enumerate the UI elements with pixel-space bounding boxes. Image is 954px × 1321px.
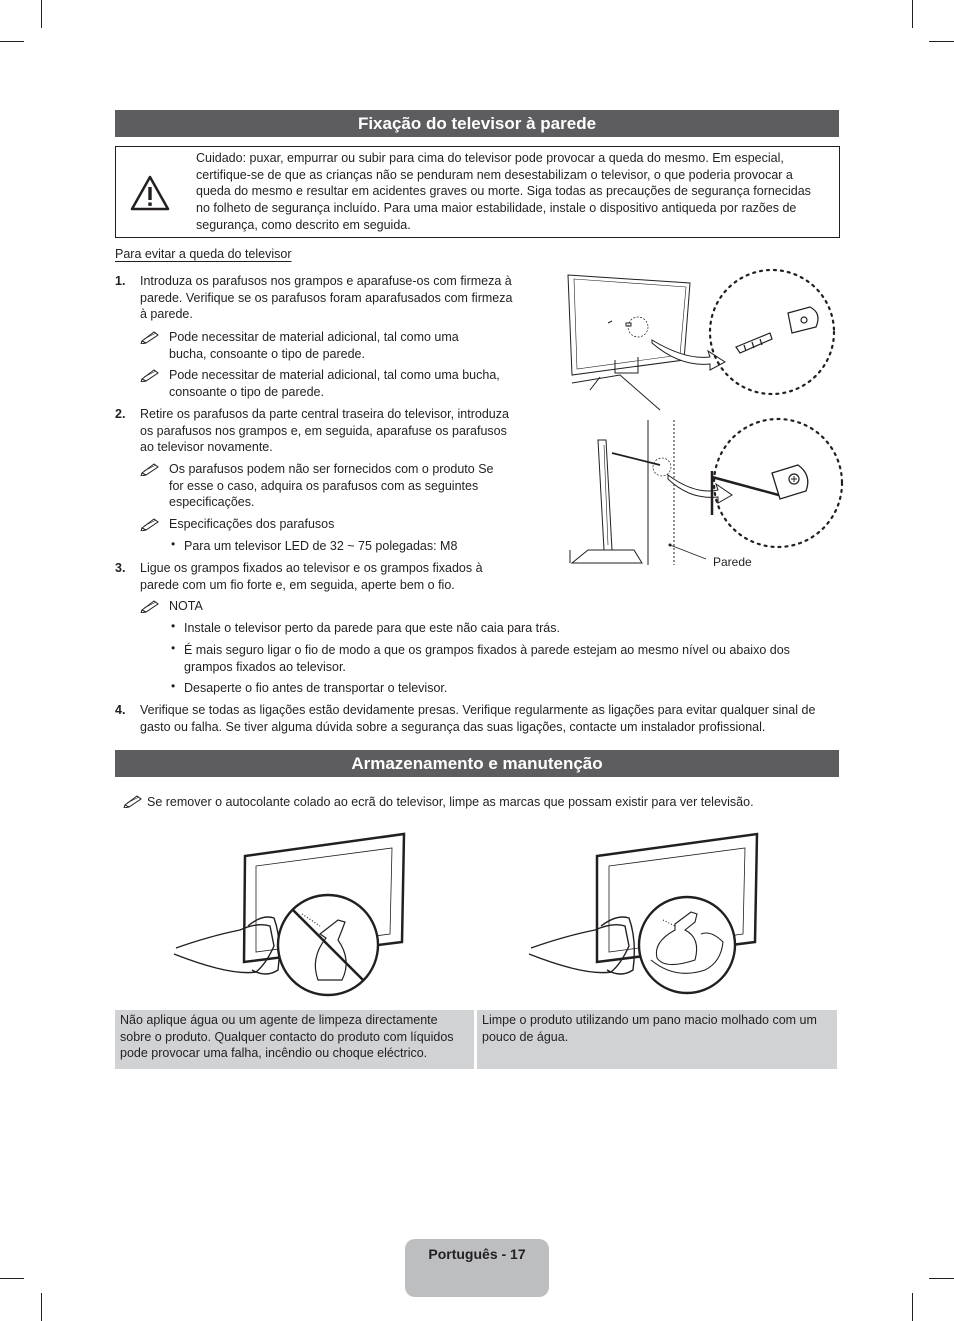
caption-do-not: Não aplique água ou um agente de limpeza directamente sobre o produto. Qualquer contacto do produto com líquidos pode provocar uma falha, incêndio ou choque eléctrico. [115, 1010, 474, 1069]
note-text: Pode necessitar de material adicional, tal como uma bucha, consoante o tipo de parede. [169, 330, 459, 361]
step-text: Ligue os grampos fixados ao televisor e os grampos fixados à parede com um fio forte e, em seguida, aperte bem o fio. [140, 561, 483, 592]
section-title-storage: Armazenamento e manutenção [115, 750, 839, 777]
wall-mount-diagram [560, 265, 850, 570]
warning-icon [130, 175, 170, 211]
leader-dot [669, 544, 672, 547]
crop-mark [41, 0, 42, 28]
page-number-label: Português - 17 [405, 1239, 549, 1297]
bracket-screw-icon [736, 307, 818, 353]
crop-mark [0, 41, 24, 42]
step-number: 3. [115, 561, 126, 575]
caution-body: : puxar, empurrar ou subir para cima do televisor pode provocar a queda do mesmo. Em especial, certifique-se de que as crianças não se penduram nem desestabilizam o televisor, o que poderia provocar a queda do mesmo e resultar em acidentes graves ou morte. Siga todas as precauções de segurança fornecidas no folheto de segurança incluído. Para uma maior estabilidade, instale o dispositivo antiqueda por razões de segurança, como descrito em seguida. [196, 151, 811, 232]
cleaning-illustration-right [525, 830, 765, 1000]
arrow-icon [652, 340, 725, 370]
bullet-dot: • [171, 537, 176, 551]
crop-mark [41, 1293, 42, 1321]
crop-mark [912, 0, 913, 28]
section-title-wall-mount: Fixação do televisor à parede [115, 110, 839, 137]
bracket-wire-icon [712, 465, 808, 515]
bullet-text: Para um televisor LED de 32 ~ 75 polegadas: M8 [184, 539, 458, 553]
step-text: Retire os parafusos da parte central traseira do televisor, introduza os parafusos nos grampos e, em seguida, aparafuse os parafusos ao televisor novamente. [140, 407, 509, 455]
bullet-text: Desaperte o fio antes de transportar o televisor. [184, 681, 448, 695]
note-text: Especificações dos parafusos [169, 517, 335, 531]
crop-mark [912, 1293, 913, 1321]
note-text: Pode necessitar de material adicional, tal como uma bucha, consoante o tipo de parede. [169, 368, 500, 399]
tv-side-view [570, 420, 674, 565]
crop-mark [929, 41, 954, 42]
detail-circle [710, 270, 834, 394]
bullet-dot: • [171, 679, 176, 693]
note-pencil-icon [140, 462, 160, 476]
bullet-text: É mais seguro ligar o fio de modo a que os grampos fixados à parede estejam ao mesmo nível ou abaixo dos grampos fixados ao televisor. [184, 643, 790, 674]
leader-line [670, 545, 706, 559]
note-pencil-icon [140, 517, 160, 531]
wall-label: Parede [713, 555, 752, 569]
note-label: NOTA [169, 599, 203, 613]
step-number: 1. [115, 274, 126, 288]
bullet-dot: • [171, 619, 176, 633]
tv-rear-view [568, 275, 690, 410]
crop-mark [0, 1278, 24, 1279]
step-text: Verifique se todas as ligações estão devidamente presas. Verifique regularmente as ligações para evitar qualquer sinal de gasto ou falha. Se tiver alguma dúvida sobre a segurança das suas ligações, contacte um instalador profissional. [140, 703, 816, 734]
cleaning-illustration-wrong [170, 830, 410, 1000]
caption-do: Limpe o produto utilizando um pano macio molhado com um pouco de água. [477, 1010, 837, 1069]
note-pencil-icon [140, 330, 160, 344]
bullet-dot: • [171, 641, 176, 655]
caution-text [196, 150, 826, 234]
step-number: 2. [115, 407, 126, 421]
step-text: Introduza os parafusos nos grampos e aparafuse-os com firmeza à parede. Verifique se os parafusos foram aparafusados com firmeza à parede. [140, 274, 513, 322]
note-text: Os parafusos podem não ser fornecidos com o produto Se for esse o caso, adquira os parafusos com as seguintes especificações. [169, 462, 494, 510]
bullet-text: Instale o televisor perto da parede para que este não caia para trás. [184, 621, 560, 635]
caution-box [115, 146, 840, 238]
note-pencil-icon [140, 368, 160, 382]
crop-mark [929, 1278, 954, 1279]
note-pencil-icon [140, 599, 160, 613]
note-text: Se remover o autocolante colado ao ecrã do televisor, limpe as marcas que possam existir para ver televisão. [147, 795, 754, 809]
subheading-prevent-fall: Para evitar a queda do televisor [115, 247, 292, 261]
caution-label: Cuidado [196, 151, 243, 165]
note-pencil-icon [123, 794, 143, 808]
step-number: 4. [115, 703, 126, 717]
